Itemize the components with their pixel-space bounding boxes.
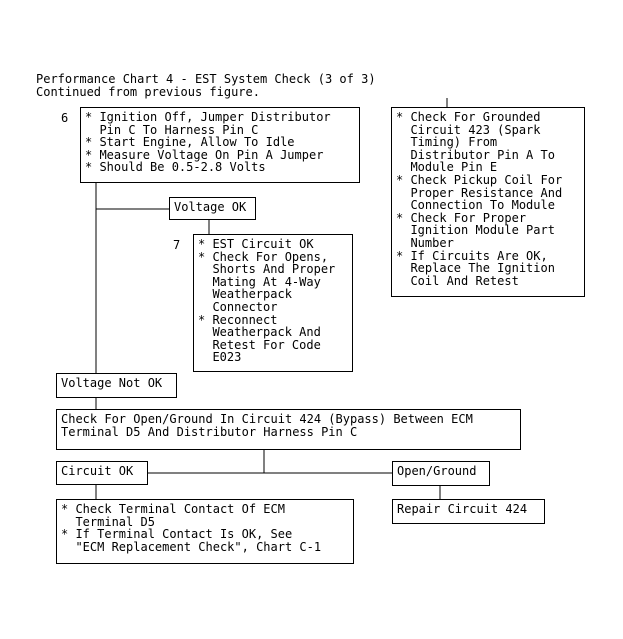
step6-item: * Should Be 0.5-2.8 Volts — [85, 160, 266, 175]
step7-item: * Reconnect Weatherpack And Retest For Code E023 — [198, 312, 321, 365]
title-line1: Performance Chart 4 - EST System Check (3 of 3) — [36, 72, 376, 86]
right-check-box — [391, 107, 585, 297]
step6-number: 6 — [61, 111, 69, 125]
right-check-item: * Check For Grounded Circuit 423 (Spark Timing) From Distributor Pin A To Module Pin E — [396, 110, 555, 175]
repair-circuit-box — [392, 499, 545, 524]
step7-item: * Check For Opens, Shorts And Proper Mating At 4-Way Weatherpack Connector — [198, 249, 336, 314]
right-check-item: * Check Pickup Coil For Proper Resistance And Connection To Module — [396, 172, 563, 213]
voltage-ok-box — [169, 197, 256, 220]
step6-box — [80, 107, 360, 183]
repair-circuit-label: Repair Circuit 424 — [397, 502, 528, 516]
step6-item: * Ignition Off, Jumper Distributor Pin C To Harness Pin C — [85, 110, 331, 137]
voltage-not-ok-box — [56, 373, 177, 398]
terminal-contact-box — [56, 499, 354, 564]
terminal-contact-item: * Check Terminal Contact Of ECM Terminal D5 — [61, 502, 285, 529]
circuit-ok-box — [56, 461, 148, 485]
check-open-ground-box — [56, 409, 521, 450]
open-ground-box — [392, 461, 490, 486]
step7-box — [193, 234, 353, 372]
step7-number: 7 — [173, 238, 181, 252]
circuit-ok-label: Circuit OK — [61, 464, 134, 478]
voltage-ok-label: Voltage OK — [174, 200, 247, 214]
right-check-item: * Check For Proper Ignition Module Part Number — [396, 210, 555, 250]
open-ground-label: Open/Ground — [397, 464, 477, 478]
title-line2: Continued from previous figure. — [36, 85, 260, 99]
step6-item: * Measure Voltage On Pin A Jumper — [85, 147, 324, 162]
voltage-not-ok-label: Voltage Not OK — [61, 376, 163, 390]
chart-title — [36, 73, 376, 99]
terminal-contact-item: * If Terminal Contact Is OK, See "ECM Replacement Check", Chart C-1 — [61, 527, 322, 554]
check-open-ground-text: Check For Open/Ground In Circuit 424 (Bypass) Between ECM Terminal D5 And Distributor Harness Pin C — [61, 412, 473, 439]
step6-item: * Start Engine, Allow To Idle — [85, 135, 295, 150]
right-check-item: * If Circuits Are OK, Replace The Ignition Coil And Retest — [396, 248, 555, 288]
step7-item: * EST Circuit OK — [198, 237, 314, 251]
